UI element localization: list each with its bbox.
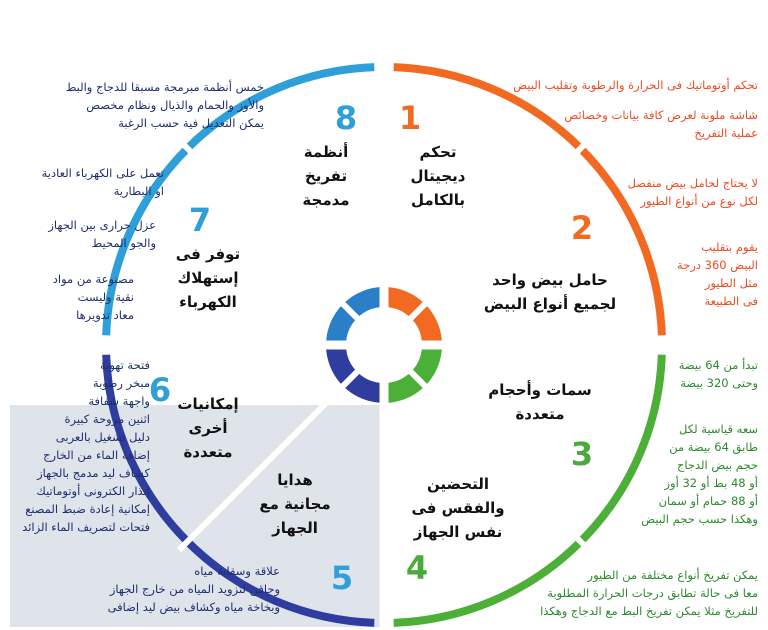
segment-title-5: هدايا مجانية مع الجهاز: [259, 471, 331, 537]
segment-title-7: توفر فى إستهلاك الكهرباء: [175, 245, 241, 311]
segment-number-8: 8: [334, 99, 358, 137]
note-1b: شاشة ملونة لعرض كافة بيانات وخصائص عملية التفريخ: [564, 108, 758, 140]
note-6: فتحة تهوية مبخر رطوبة واجهة شفافة اثنين مروحة كبيرة دليل تشغيل بالعربى إضافة الماء من الخارج كشاف ليد مدمج بالجهاز إنذار الكترونى أوتوماتيك إمكانية إعادة ضبط المصنع فتحات لتصريف الماء الزائد: [22, 358, 150, 534]
center-circle: [348, 309, 420, 381]
note-3a: تبدأ من 64 بيضة وحتى 320 بيضة: [678, 358, 758, 390]
segment-number-2: 2: [570, 209, 594, 247]
note-2a: لا يحتاج لحامل بيض منفصل لكل نوع من أنواع الطيور: [627, 176, 758, 208]
segment-number-7: 7: [188, 201, 212, 239]
segment-number-6: 6: [148, 371, 172, 409]
segment-title-1: تحكم ديجيتال بالكامل: [410, 143, 466, 209]
segment-title-8: أنظمة تفريخ مدمجة: [302, 143, 350, 209]
note-3b: سعه قياسية لكل طابق 64 بيضة من حجم بيض الدجاج أو 48 بط أو 32 أوز أو 88 حمام أو سمان وهكذا حسب حجم البيض: [641, 422, 758, 526]
note-7a: تعمل على الكهرباء العادية او البطارية: [41, 166, 164, 198]
note-5: علاقة وسقاية مياه وحاقن لتزويد المياه من خارج الجهاز وبخاخة مياه وكشاف بيض ليد إضافى: [107, 564, 280, 614]
note-7c: مصنوعة من مواد نقية وليست معاد تدويرها: [52, 272, 134, 322]
segment-title-3: سمات وأحجام متعددة: [488, 381, 592, 423]
segment-title-4: التحضين والفقس فى نفس الجهاز: [411, 475, 505, 541]
segment-title-2: حامل بيض واحد لجميع أنواع البيض: [483, 271, 617, 313]
note-2b: يقوم بتقليب البيض 360 درجة مثل الطيور فى الطبيعة: [677, 240, 758, 308]
segment-number-4: 4: [405, 549, 429, 587]
segment-title-6: إمكانيات أخرى متعددة: [177, 395, 239, 461]
note-1a: تحكم أوتوماتيك فى الحرارة والرطوبة وتقليب البيض: [513, 78, 758, 92]
segment-number-3: 3: [570, 435, 594, 473]
note-4: يمكن تفريخ أنواع مختلفة من الطيور معا فى حالة تطابق درجات الحرارة المطلوبة للتفريخ مثلا يمكن تفريخ البط مع الدجاج وهكذا: [540, 568, 758, 618]
note-8: خمس أنظمة مبرمجة مسبقا للدجاج والبط والأوز والحمام والذيال ونظام مخصص يمكن التعديل فية حسب الرغبة: [65, 80, 264, 130]
segment-number-1: 1: [398, 99, 422, 137]
segment-number-5: 5: [330, 559, 354, 597]
note-7b: عزل حرارى بين الجهاز والجو المحيط: [48, 218, 156, 250]
